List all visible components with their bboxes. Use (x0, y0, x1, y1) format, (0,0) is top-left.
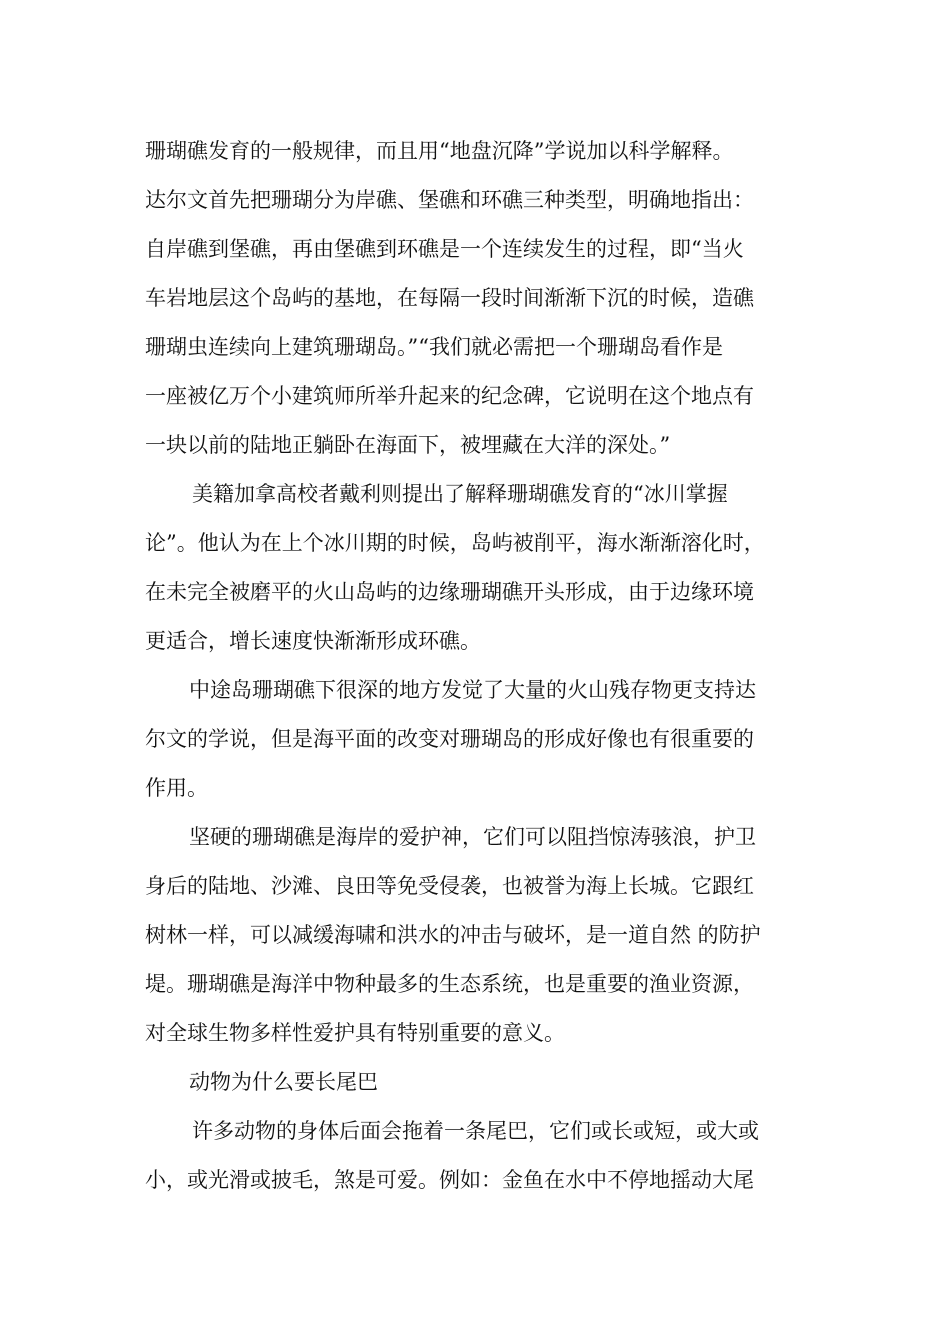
paragraph-2-line-1: 美籍加拿高校者戴利则提出了解释珊瑚礁发育的“冰川掌握 (192, 482, 728, 506)
text-line-5: 珊瑚虫连续向上建筑珊瑚岛。”“我们就必需把一个珊瑚岛看作是 (145, 335, 723, 359)
paragraph-5-line-1: 许多动物的身体后面会拖着一条尾巴，它们或长或短，或大或 (192, 1119, 759, 1143)
paragraph-4-line-2: 身后的陆地、沙滩、良田等免受侵袭，也被誉为海上长城。它跟红 (145, 874, 754, 898)
paragraph-5-line-2: 小，或光滑或披毛，煞是可爱。例如：金鱼在水中不停地摇动大尾 (145, 1168, 754, 1192)
text-line-1: 珊瑚礁发育的一般规律，而且用“地盘沉降”学说加以科学解释。 (145, 139, 734, 163)
paragraph-2-line-2: 论”。他认为在上个冰川期的时候，岛屿被削平，海水渐渐溶化时， (145, 531, 765, 555)
text-line-7: 一块以前的陆地正躺卧在海面下，被埋藏在大洋的深处。” (145, 433, 671, 457)
section-heading: 动物为什么要长尾巴 (189, 1070, 378, 1094)
paragraph-4-line-5: 对全球生物多样性爱护具有特别重要的意义。 (145, 1021, 565, 1045)
paragraph-3-line-1: 中途岛珊瑚礁下很深的地方发觉了大量的火山残存物更支持达 (189, 678, 756, 702)
paragraph-2-line-3: 在未完全被磨平的火山岛屿的边缘珊瑚礁开头形成，由于边缘环境 (145, 580, 754, 604)
paragraph-4-line-3: 树林一样，可以减缓海啸和洪水的冲击与破坏，是一道自然 的防护 (145, 923, 761, 947)
text-line-2: 达尔文首先把珊瑚分为岸礁、堡礁和环礁三种类型，明确地指出： (145, 188, 754, 212)
paragraph-3-line-3: 作用。 (145, 776, 208, 800)
document-body (145, 127, 810, 1205)
paragraph-3-line-2: 尔文的学说，但是海平面的改变对珊瑚岛的形成好像也有很重要的 (145, 727, 754, 751)
text-line-4: 车岩地层这个岛屿的基地，在每隔一段时间渐渐下沉的时候，造礁 (145, 286, 754, 310)
text-line-6: 一座被亿万个小建筑师所举升起来的纪念碑，它说明在这个地点有 (145, 384, 754, 408)
paragraph-4-line-1: 坚硬的珊瑚礁是海岸的爱护神，它们可以阻挡惊涛骇浪，护卫 (189, 825, 756, 849)
paragraph-4-line-4: 堤。珊瑚礁是海洋中物种最多的生态系统，也是重要的渔业资源， (145, 972, 754, 996)
paragraph-2-line-4: 更适合，增长速度快渐渐形成环礁。 (145, 629, 481, 653)
text-line-3: 自岸礁到堡礁，再由堡礁到环礁是一个连续发生的过程，即“当火 (145, 237, 744, 261)
